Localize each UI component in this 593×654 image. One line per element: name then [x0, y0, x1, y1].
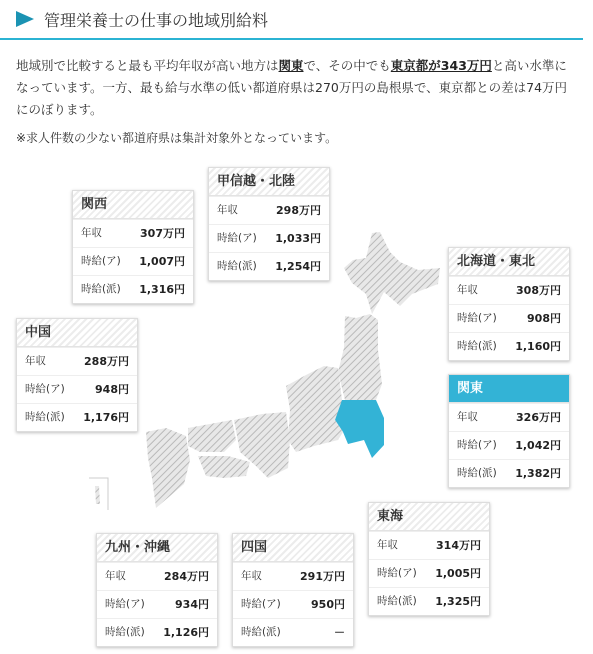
- value-hourly-h: 1,160円: [515, 340, 561, 353]
- value-hourly-h: 1,176円: [83, 411, 129, 424]
- value-hourly-a: 1,033円: [275, 232, 321, 245]
- label-hourly-a: 時給(ア): [217, 232, 257, 244]
- region-card-tokai: [368, 502, 490, 616]
- region-card-title: 関西: [73, 191, 193, 219]
- row-hourly-a: [97, 590, 217, 618]
- value-annual: 326万円: [516, 411, 561, 424]
- region-card-kyushu-okinawa: [96, 533, 218, 647]
- row-annual: [17, 347, 137, 375]
- label-hourly-h: 時給(派): [457, 467, 497, 479]
- label-hourly-a: 時給(ア): [241, 598, 281, 610]
- row-annual: [73, 219, 193, 247]
- region-card-kanto: [448, 374, 570, 488]
- row-hourly-h: [209, 252, 329, 280]
- map-region-chugoku: [188, 420, 236, 452]
- region-card-hokkaido-tohoku: [448, 247, 570, 361]
- label-hourly-a: 時給(ア): [25, 383, 65, 395]
- row-hourly-a: [449, 431, 569, 459]
- label-annual: 年収: [241, 570, 262, 582]
- label-hourly-a: 時給(ア): [457, 312, 497, 324]
- value-annual: 291万円: [300, 570, 345, 583]
- map-region-shikoku: [198, 456, 250, 478]
- row-hourly-h: [97, 618, 217, 646]
- value-hourly-a: 1,042円: [515, 439, 561, 452]
- region-card-title: 四国: [233, 534, 353, 562]
- row-annual: [369, 531, 489, 559]
- row-hourly-h: [369, 587, 489, 615]
- label-hourly-h: 時給(派): [377, 595, 417, 607]
- intro-text-1: 地域別で比較すると最も平均年収が高い地方は: [16, 58, 279, 73]
- map-region-kanto: [335, 400, 384, 458]
- value-hourly-a: 948円: [95, 383, 129, 396]
- intro-text-2: で、その中でも: [303, 58, 391, 73]
- region-card-title: 東海: [369, 503, 489, 531]
- region-card-title: 中国: [17, 319, 137, 347]
- label-hourly-a: 時給(ア): [457, 439, 497, 451]
- label-annual: 年収: [217, 204, 238, 216]
- row-hourly-h: [449, 332, 569, 360]
- row-hourly-a: [17, 375, 137, 403]
- row-hourly-a: [209, 224, 329, 252]
- region-card-shikoku: [232, 533, 354, 647]
- value-hourly-h: 1,382円: [515, 467, 561, 480]
- region-card-title: 九州・沖縄: [97, 534, 217, 562]
- label-hourly-h: 時給(派): [105, 626, 145, 638]
- intro-highlight-kanto: 関東: [278, 58, 304, 73]
- intro-text-3: と高い水準になっています。一方、最も給与水準の低い都道府県は270万円の島根県で、東京都との差は74万円にのぼります。: [16, 58, 568, 117]
- value-hourly-a: 908円: [527, 312, 561, 325]
- row-hourly-a: [449, 304, 569, 332]
- region-card-kansai: [72, 190, 194, 304]
- row-hourly-h: [17, 403, 137, 431]
- value-annual: 308万円: [516, 284, 561, 297]
- label-hourly-a: 時給(ア): [377, 567, 417, 579]
- value-annual: 314万円: [436, 539, 481, 552]
- row-annual: [449, 276, 569, 304]
- map-region-okinawa: [95, 486, 100, 504]
- label-annual: 年収: [81, 227, 102, 239]
- value-annual: 288万円: [84, 355, 129, 368]
- value-hourly-h: －: [334, 626, 345, 639]
- value-hourly-a: 1,007円: [139, 255, 185, 268]
- region-card-title: 甲信越・北陸: [209, 168, 329, 196]
- value-hourly-h: 1,126円: [163, 626, 209, 639]
- value-hourly-a: 1,005円: [435, 567, 481, 580]
- value-hourly-h: 1,316円: [139, 283, 185, 296]
- map-region-kyushu: [146, 428, 190, 508]
- value-annual: 284万円: [164, 570, 209, 583]
- row-annual: [97, 562, 217, 590]
- row-annual: [209, 196, 329, 224]
- region-card-koshinetsu-hokuriku: [208, 167, 330, 281]
- row-annual: [449, 403, 569, 431]
- value-hourly-a: 950円: [311, 598, 345, 611]
- label-hourly-h: 時給(派): [81, 283, 121, 295]
- intro-highlight-tokyo: 東京都が343万円: [390, 58, 492, 73]
- row-hourly-h: [449, 459, 569, 487]
- region-card-title: 北海道・東北: [449, 248, 569, 276]
- label-hourly-a: 時給(ア): [105, 598, 145, 610]
- label-annual: 年収: [457, 284, 478, 296]
- region-card-title: 関東: [449, 375, 569, 403]
- map-region-tohoku: [338, 314, 382, 400]
- row-hourly-a: [369, 559, 489, 587]
- label-annual: 年収: [25, 355, 46, 367]
- label-annual: 年収: [105, 570, 126, 582]
- value-hourly-h: 1,325円: [435, 595, 481, 608]
- value-annual: 307万円: [140, 227, 185, 240]
- row-hourly-a: [233, 590, 353, 618]
- value-hourly-h: 1,254円: [275, 260, 321, 273]
- map-region-hokkaido: [344, 232, 440, 314]
- label-hourly-a: 時給(ア): [81, 255, 121, 267]
- value-hourly-a: 934円: [175, 598, 209, 611]
- label-hourly-h: 時給(派): [217, 260, 257, 272]
- section-title: 管理栄養士の仕事の地域別給料: [44, 11, 269, 30]
- label-hourly-h: 時給(派): [457, 340, 497, 352]
- region-card-chugoku: [16, 318, 138, 432]
- value-annual: 298万円: [276, 204, 321, 217]
- footnote: ※求人件数の少ない都道府県は集計対象外となっています。: [16, 131, 338, 145]
- row-annual: [233, 562, 353, 590]
- row-hourly-a: [73, 247, 193, 275]
- label-hourly-h: 時給(派): [241, 626, 281, 638]
- row-hourly-h: [233, 618, 353, 646]
- label-annual: 年収: [377, 539, 398, 551]
- label-annual: 年収: [457, 411, 478, 423]
- label-hourly-h: 時給(派): [25, 411, 65, 423]
- row-hourly-h: [73, 275, 193, 303]
